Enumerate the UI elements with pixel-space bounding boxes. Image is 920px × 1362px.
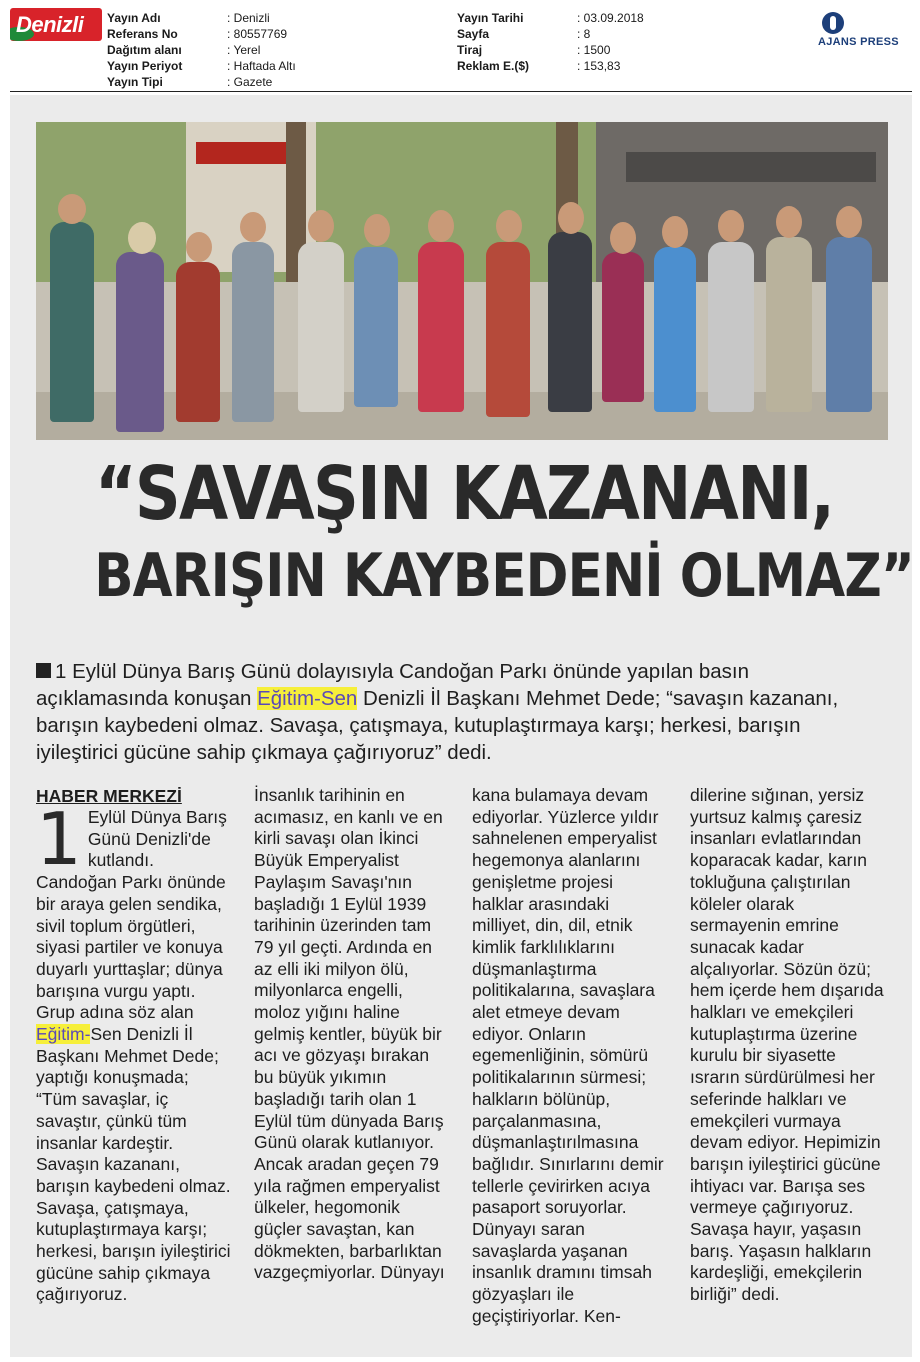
meta-row [457, 26, 644, 42]
photo-building-window [626, 152, 876, 182]
photo-person [766, 237, 812, 412]
meta-value: : 8 [577, 27, 591, 41]
photo-person [548, 232, 592, 412]
header-divider [10, 91, 912, 92]
photo-person-head [128, 222, 156, 254]
column-text: kana bulamaya devam ediyorlar. Yüzlerce yıldır sahnelenen emperyalist hegemonya alanlarını genişletme projesi halklar arasındaki milliyet, din, dil, etnik kimlik farklılıklarını düşmanlaştırma politikalarına, savaşlara alet etmeye devam ediyor. Onların egemenliğinin, sömürü politikalarının sürmesi; halkların bölünüp, parçalanmasına, düşmanlaştırılmasına bağlıdır. Sınırlarını demir tellerle çevirirken acıya pasaport soruyorlar. Dünyayı saran savaşlarda yaşanan insanlık dramını timsah gözyaşları ile geçiştiriyorlar. Ken- [472, 785, 664, 1326]
meta-label: Yayın Tarihi [457, 11, 524, 25]
meta-value: : 1500 [577, 43, 611, 57]
column-text [36, 797, 232, 1306]
lead-highlight: Eğitim-Sen [257, 687, 358, 710]
photo-person-head [308, 210, 334, 242]
photo-person-head [58, 194, 86, 224]
meta-value: : 03.09.2018 [577, 11, 644, 25]
meta-row [107, 42, 296, 58]
meta-row [457, 42, 644, 58]
headline [34, 450, 914, 614]
photo-person [486, 242, 530, 417]
meta-value: : Denizli [227, 11, 270, 25]
agency-name: AJANS PRESS [818, 36, 899, 48]
meta-row [107, 10, 296, 26]
photo-person-head [240, 212, 266, 242]
column-text-part: Eylül Dünya Barış Günü Denizli'de kutlandı. Candoğan Parkı önünde bir araya gelen sendika, sivil toplum örgütleri, siyasi partiler ve konuya duyarlı yurttaşlar; dünya barışına vurgu yaptı. Grup adına söz alan [36, 807, 227, 1023]
byline: HABER MERKEZİ [36, 786, 182, 806]
meta-value: : Gazete [227, 75, 273, 89]
photo-person-head [496, 210, 522, 242]
photo-person-head [662, 216, 688, 248]
newspaper-logo [10, 8, 102, 41]
clipping-header [0, 0, 920, 92]
meta-value: : Yerel [227, 43, 261, 57]
column-highlight: Eğitim- [36, 1024, 91, 1045]
headline-line-2: BARIŞIN KAYBEDENİ OLMAZ” [94, 541, 914, 611]
lead-text: 1 Eylül Dünya Barış Günü dolayısıyla Candoğan Parkı önünde yapılan basın açıklamasında konuşan [36, 660, 750, 710]
meta-label: Yayın Tipi [107, 75, 163, 89]
bullet-square-icon [36, 663, 51, 678]
photo-person-head [558, 202, 584, 234]
photo-person [602, 252, 644, 402]
meta-label: Yayın Adı [107, 11, 161, 25]
photo-person [354, 247, 398, 407]
photo-person-head [718, 210, 744, 242]
meta-label: Sayfa [457, 27, 490, 41]
photo-person-head [186, 232, 212, 262]
column-text-part: Sen Denizli İl Başkanı Mehmet Dede; yaptığı konuşmada; “Tüm savaşlar, iç savaştır, çünkü tüm insanlar kardeştir. Savaşın kazananı, barışın kaybedeni olmaz. Savaşa, çatışmaya, kutuplaştırmaya karşı; herkesi, barışın iyileştirici gücüne sahip çıkmaya çağırıyoruz. [36, 1024, 231, 1305]
meta-label: Tiraj [457, 43, 483, 57]
meta-row [107, 26, 296, 42]
photo-person [232, 242, 274, 422]
photo-person [418, 242, 464, 412]
photo-person-head [610, 222, 636, 254]
agency-globe-icon [822, 12, 844, 34]
lead-paragraph [36, 658, 886, 766]
photo-person [116, 252, 164, 432]
body-column-1 [36, 785, 232, 1306]
meta-label: Reklam E.($) [457, 59, 530, 73]
publication-meta-left [107, 10, 296, 90]
meta-value: : Haftada Altı [227, 59, 296, 73]
photo-person [826, 237, 872, 412]
photo-person [654, 247, 696, 412]
meta-value: : 80557769 [227, 27, 288, 41]
photo-person [50, 222, 94, 422]
body-column-2 [254, 785, 450, 1284]
lead-text: Denizli İl Başkanı Mehmet Dede; “savaşın kazananı, barışın kaybedeni olmaz. Savaşa, çatışmaya, kutuplaştırmaya karşı; herkesi, barışın iyileştirici gücüne sahip çıkmaya çağırıyoruz” dedi. [36, 687, 839, 764]
news-photo [36, 122, 888, 440]
meta-label: Referans No [107, 27, 178, 41]
logo-text: Denizli [16, 12, 84, 37]
column-text: İnsanlık tarihinin en acımasız, en kanlı ve en kirli savaşı olan İkinci Büyük Emperyalist Paylaşım Savaşı'nın başladığı 1 Eylül 1939 tarihinin üzerinden tam 79 yıl geçti. Ardında en az elli iki milyon ölü, milyonlarca engelli, moloz yığını haline gelmiş kentler, büyük bir acı ve gözyaşı bırakan bu büyük yıkımın başladığı tarih olan 1 Eylül tüm dünyada Barış Günü olarak kutlanıyor. Ancak aradan geçen 79 yıla rağmen emperyalist ülkeler, hegomonik güçler savaştan, kan dökmekten, barbarlıktan vazgeçmiyorlar. Dünyayı [254, 785, 445, 1283]
publication-meta-right [457, 10, 644, 74]
meta-row [457, 58, 644, 74]
headline-line-1: “SAVAŞIN KAZANANI, [94, 451, 834, 537]
drop-cap: 1 [36, 797, 82, 881]
meta-row [107, 74, 296, 90]
meta-row [107, 58, 296, 74]
meta-label: Yayın Periyot [107, 59, 183, 73]
photo-person [298, 242, 344, 412]
photo-person-head [364, 214, 390, 246]
photo-person-head [836, 206, 862, 238]
photo-person-head [776, 206, 802, 238]
meta-label: Dağıtım alanı [107, 43, 182, 57]
photo-person-head [428, 210, 454, 242]
body-column-4 [690, 785, 886, 1306]
column-text: dilerine sığınan, yersiz yurtsuz kalmış çaresiz insanları evlatlarından koparacak kadar, karın tokluğuna çalıştırılan köleler olarak sermayenin emrine sunacak kadar alçalıyorlar. Sözün özü; hem içerde hem dışarıda halkları ve emekçileri kutuplaştırma üzerine kurulu bir siyasette ısrarın sürdürülmesi her seferinde halkları ve emekçileri vurmaya devam ediyor. Hepimizin barışın iyileştirici gücüne ihtiyacı var. Barışa ses vermeye çağırıyoruz. Savaşa hayır, yaşasın barış. Yaşasın halkların kardeşliği, emekçilerin birliği” dedi. [690, 785, 884, 1305]
meta-row [457, 10, 644, 26]
body-column-3 [472, 785, 668, 1328]
agency-logo [812, 12, 912, 52]
photo-person [176, 262, 220, 422]
photo-person [708, 242, 754, 412]
meta-value: : 153,83 [577, 59, 621, 73]
